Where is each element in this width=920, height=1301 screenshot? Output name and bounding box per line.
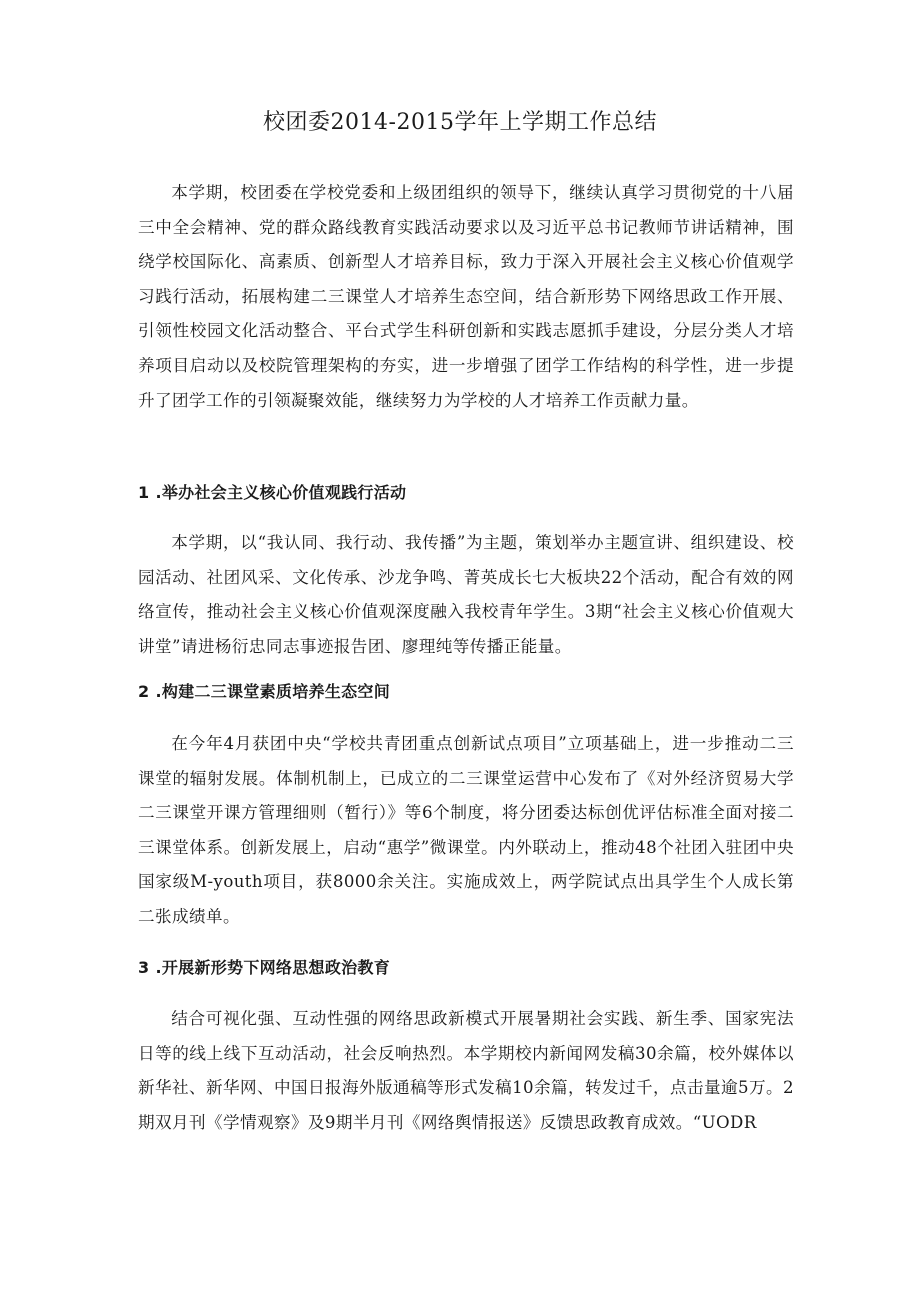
document-title: 校团委2014-2015学年上学期工作总结: [263, 110, 657, 135]
section-title: .开展新形势下网络思想政治教育: [155, 958, 391, 977]
section-body-2: 在今年4月获团中央“学校共青团重点创新试点项目”立项基础上，进一步推动二三课堂的辐射发展。体制机制上，已成立的二三课堂运营中心发布了《对外经济贸易大学二三课堂开课方管理细则（暂行）》等6个制度，将分团委达标创优评估标准全面对接二三课堂体系。创新发展上，启动“惠学”微课堂。内外联动上，推动48个社团入驻团中央国家级M-youth项目，获8000余关注。实施成效上，两学院试点出具学生个人成长第二张成绩单。: [138, 734, 794, 926]
section-number: 1: [138, 483, 150, 502]
section-title: .构建二三课堂素质培养生态空间: [155, 682, 391, 701]
section-heading-1: [138, 478, 794, 508]
section-title: .举办社会主义核心价值观践行活动: [155, 483, 407, 502]
section-number: 3: [138, 958, 150, 977]
section-heading-3: [138, 953, 794, 983]
section-body-3: 结合可视化强、互动性强的网络思政新模式开展暑期社会实践、新生季、国家宪法日等的线上线下互动活动，社会反响热烈。本学期校内新闻网发稿30余篇，校外媒体以新华社、新华网、中国日报海外版通稿等形式发稿10余篇，转发过千，点击量逾5万。2期双月刊《学情观察》及9期半月刊《网络舆情报送》反馈思政教育成效。“UODR: [138, 1009, 794, 1132]
section-heading-2: [138, 677, 794, 707]
section-number: 2: [138, 682, 150, 701]
intro-paragraph: 本学期，校团委在学校党委和上级团组织的领导下，继续认真学习贯彻党的十八届三中全会精神、党的群众路线教育实践活动要求以及习近平总书记教师节讲话精神，围绕学校国际化、高素质、创新型人才培养目标，致力于深入开展社会主义核心价值观学习践行活动，拓展构建二三课堂人才培养生态空间，结合新形势下网络思政工作开展、引领性校园文化活动整合、平台式学生科研创新和实践志愿抓手建设，分层分类人才培养项目启动以及校院管理架构的夯实，进一步增强了团学工作结构的科学性，进一步提升了团学工作的引领凝聚效能，继续努力为学校的人才培养工作贡献力量。: [138, 183, 794, 410]
section-body-1: 本学期，以“我认同、我行动、我传播”为主题，策划举办主题宣讲、组织建设、校园活动、社团风采、文化传承、沙龙争鸣、菁英成长七大板块22个活动，配合有效的网络宣传，推动社会主义核心价值观深度融入我校青年学生。3期“社会主义核心价值观大讲堂”请进杨衍忠同志事迹报告团、廖理纯等传播正能量。: [138, 533, 794, 656]
